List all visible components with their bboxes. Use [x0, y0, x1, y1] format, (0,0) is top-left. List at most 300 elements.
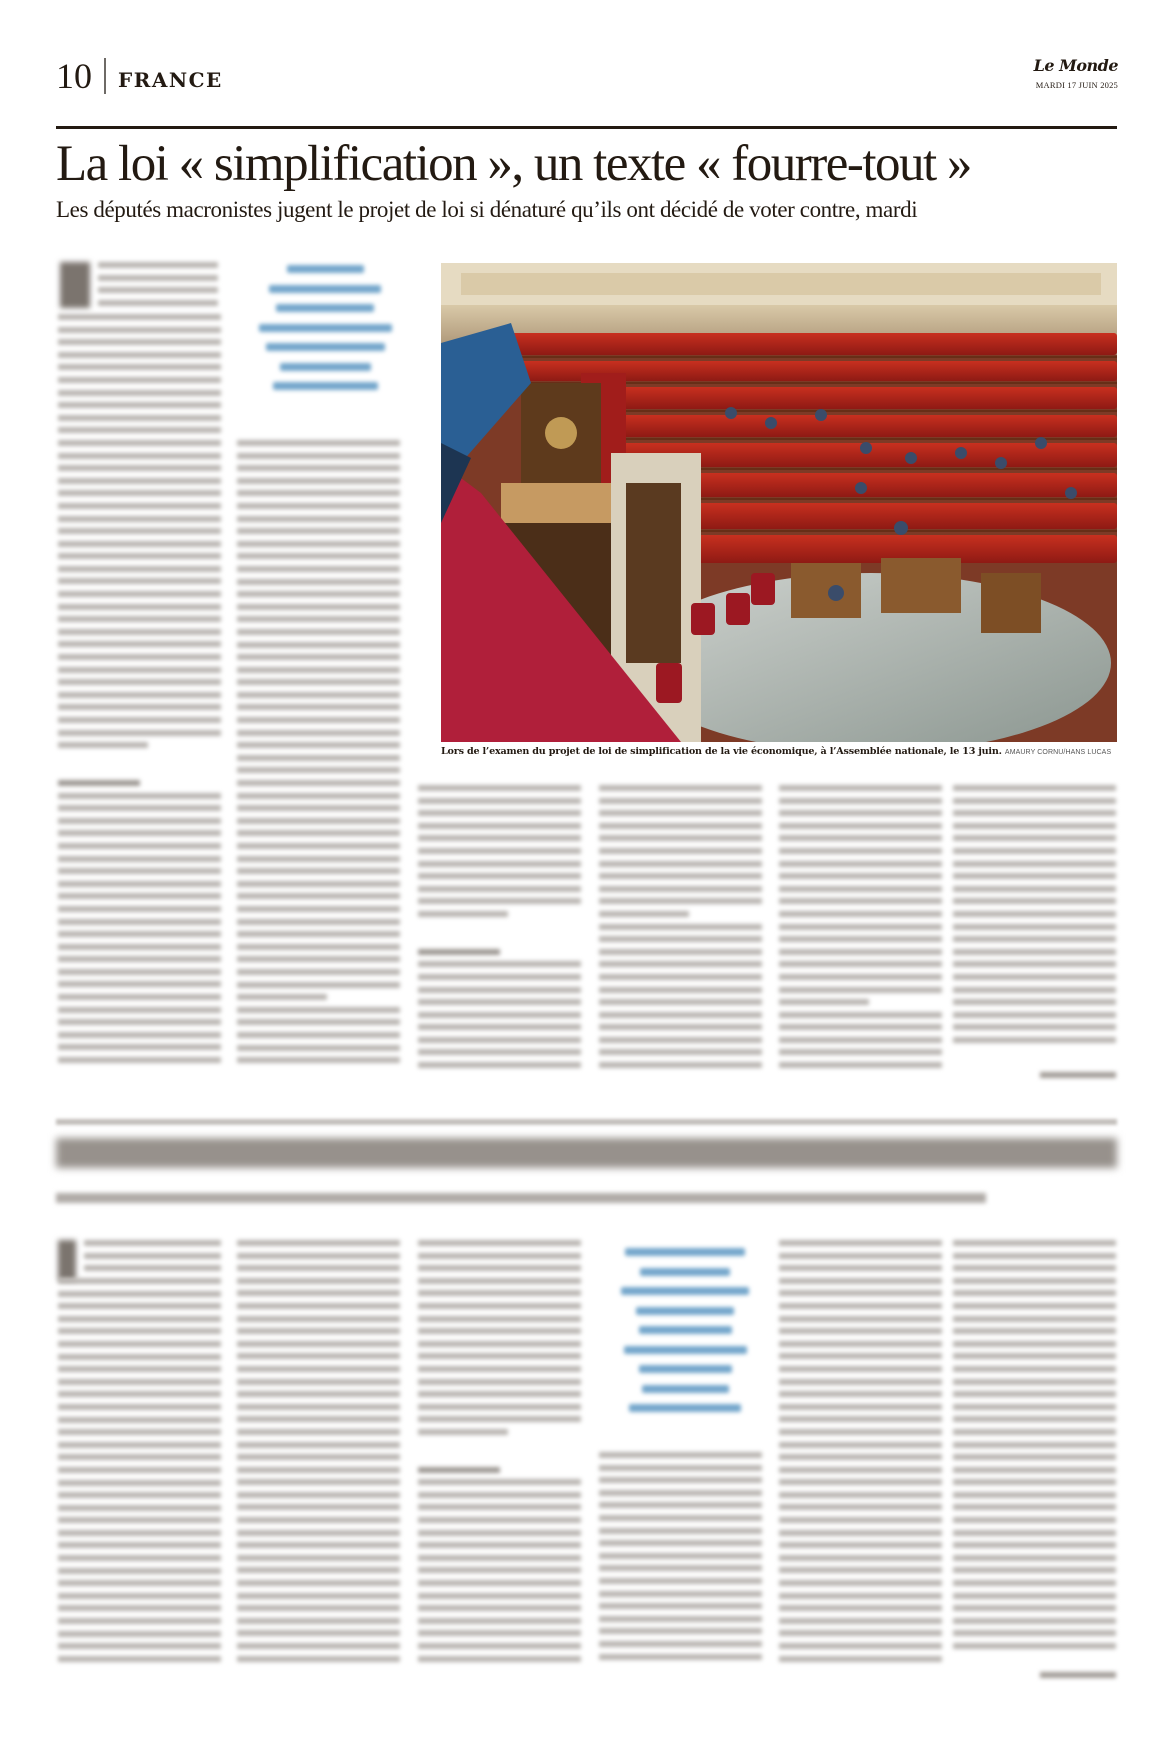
issue-date: MARDI 17 JUIN 2025	[1035, 80, 1118, 90]
blurred-line	[953, 999, 1116, 1005]
blurred-line	[953, 1379, 1116, 1385]
blurred-line	[58, 1492, 221, 1498]
blurred-line	[953, 1303, 1116, 1309]
blurred-line	[58, 956, 221, 962]
blurred-line	[237, 944, 400, 950]
blurred-line	[237, 1253, 400, 1259]
blurred-line	[418, 1265, 581, 1271]
blurred-line	[779, 974, 942, 980]
blurred-line	[779, 1643, 942, 1649]
blurred-line	[58, 881, 221, 887]
blurred-line	[599, 1603, 762, 1609]
blurred-line	[418, 1341, 581, 1347]
blurred-line	[58, 654, 221, 660]
blurred-line	[599, 1578, 762, 1584]
blurred-line	[418, 987, 581, 993]
blurred-line	[237, 1492, 400, 1498]
blurred-line	[418, 949, 500, 955]
blurred-line	[418, 835, 581, 841]
blurred-text-column	[418, 785, 581, 1075]
blurred-line	[599, 886, 762, 892]
blurred-line	[599, 1049, 762, 1055]
blurred-line	[779, 861, 942, 867]
blurred-line	[418, 1542, 581, 1548]
blurred-line	[953, 1517, 1116, 1523]
blurred-line	[237, 704, 400, 710]
blurred-line	[58, 1007, 221, 1013]
blurred-line	[418, 1278, 581, 1284]
blurred-line	[58, 327, 221, 333]
blurred-line	[779, 1429, 942, 1435]
blurred-line	[237, 1580, 400, 1586]
blurred-line	[599, 1502, 762, 1508]
blurred-line	[237, 717, 400, 723]
blurred-line	[237, 1379, 400, 1385]
blurred-line	[953, 1479, 1116, 1485]
blurred-line	[418, 1593, 581, 1599]
blurred-line	[779, 1379, 942, 1385]
blurred-line	[953, 1328, 1116, 1334]
blurred-line	[58, 793, 221, 799]
pull-quote-line	[629, 1404, 742, 1412]
blurred-line	[237, 528, 400, 534]
blurred-line	[599, 810, 762, 816]
blurred-line	[237, 1290, 400, 1296]
blurred-line	[953, 1555, 1116, 1561]
blurred-line	[779, 1303, 942, 1309]
section-rule	[56, 1119, 1117, 1125]
blurred-line	[58, 1454, 221, 1460]
blurred-line	[58, 931, 221, 937]
blurred-line	[599, 999, 762, 1005]
blurred-line	[779, 1341, 942, 1347]
blurred-line	[599, 936, 762, 942]
blurred-line	[953, 1593, 1116, 1599]
blurred-line	[953, 974, 1116, 980]
blurred-line	[418, 1416, 581, 1422]
blurred-line	[58, 893, 221, 899]
blurred-line	[237, 919, 400, 925]
blurred-line	[418, 1240, 581, 1246]
blurred-line	[237, 667, 400, 673]
blurred-line	[953, 1643, 1116, 1649]
blurred-line	[599, 924, 762, 930]
blurred-line	[58, 1417, 221, 1423]
blurred-line	[779, 1555, 942, 1561]
blurred-line	[599, 1641, 762, 1647]
blurred-line	[953, 1265, 1116, 1271]
blurred-line	[58, 1631, 221, 1637]
blurred-line	[779, 1240, 942, 1246]
blurred-line	[418, 974, 581, 980]
blurred-line	[237, 465, 400, 471]
blurred-line	[58, 1442, 221, 1448]
blurred-line	[58, 805, 221, 811]
blurred-line	[58, 377, 221, 383]
blurred-line	[84, 1253, 221, 1259]
blurred-text-column	[58, 314, 221, 1070]
blurred-line	[953, 1504, 1116, 1510]
blurred-line	[58, 453, 221, 459]
blurred-line	[58, 780, 140, 786]
blurred-line	[237, 1479, 400, 1485]
blurred-line	[58, 1542, 221, 1548]
blurred-line	[779, 949, 942, 955]
blurred-line	[418, 823, 581, 829]
blurred-line	[779, 1416, 942, 1422]
blurred-line	[237, 1303, 400, 1309]
blurred-line	[237, 1045, 400, 1051]
blurred-line	[779, 1530, 942, 1536]
blurred-text-column	[418, 1240, 581, 1668]
blurred-line	[599, 823, 762, 829]
blurred-line	[953, 1492, 1116, 1498]
photo-caption	[441, 746, 1117, 757]
blurred-line	[58, 1379, 221, 1385]
article-standfirst: Les députés macronistes jugent le projet de loi si dénaturé qu’ils ont décidé de voter contre, mardi	[56, 197, 918, 222]
blurred-line	[58, 818, 221, 824]
blurred-line	[953, 1429, 1116, 1435]
blurred-line	[953, 861, 1116, 867]
blurred-line	[237, 1353, 400, 1359]
blurred-line	[58, 1593, 221, 1599]
blurred-line	[58, 1568, 221, 1574]
byline-signature-blurred	[1040, 1672, 1116, 1678]
blurred-line	[58, 503, 221, 509]
blurred-line	[418, 1530, 581, 1536]
blurred-line	[58, 390, 221, 396]
blurred-line	[237, 1618, 400, 1624]
pull-quote-line	[280, 363, 371, 371]
blurred-line	[953, 810, 1116, 816]
pull-quote-line	[273, 382, 378, 390]
blurred-line	[58, 1656, 221, 1662]
blurred-line	[599, 898, 762, 904]
blurred-line	[779, 835, 942, 841]
blurred-line	[418, 1062, 581, 1068]
blurred-line	[953, 1253, 1116, 1259]
blurred-line	[58, 755, 221, 761]
blurred-line	[953, 823, 1116, 829]
blurred-line	[418, 1328, 581, 1334]
pull-quote-line	[640, 1268, 730, 1276]
page-number: 10	[56, 56, 92, 96]
blurred-line	[599, 911, 689, 917]
photo-credit: AMAURY CORNU/HANS LUCAS	[1004, 749, 1112, 756]
blurred-line	[237, 793, 400, 799]
blurred-line	[58, 1555, 221, 1561]
blurred-line	[779, 798, 942, 804]
blurred-line	[237, 1391, 400, 1397]
blurred-line	[779, 911, 942, 917]
blurred-line	[953, 1567, 1116, 1573]
blurred-line	[237, 692, 400, 698]
blurred-line	[953, 936, 1116, 942]
blurred-line	[418, 1429, 508, 1435]
blurred-line	[953, 987, 1116, 993]
article2-headline-blurred	[56, 1130, 1117, 1176]
blurred-line	[599, 1062, 762, 1068]
article-headline: La loi « simplification », un texte « fourre-tout »	[56, 136, 971, 192]
blurred-line	[237, 1240, 400, 1246]
blurred-line	[779, 1316, 942, 1322]
blurred-line	[779, 848, 942, 854]
blurred-line	[599, 961, 762, 967]
blurred-line	[953, 961, 1116, 967]
blurred-line	[779, 823, 942, 829]
pull-quote-blurred	[255, 265, 395, 402]
blurred-line	[599, 873, 762, 879]
blurred-line	[599, 798, 762, 804]
blurred-line	[58, 1480, 221, 1486]
blurred-line	[953, 1416, 1116, 1422]
drop-cap-blurred	[58, 1240, 76, 1280]
blurred-line	[58, 1618, 221, 1624]
byline-signature-blurred	[1040, 1072, 1116, 1078]
blurred-line	[418, 1316, 581, 1322]
section-label: FRANCE	[118, 68, 223, 92]
article-photo	[441, 263, 1117, 742]
blurred-line	[418, 1567, 581, 1573]
blurred-line	[418, 1391, 581, 1397]
blurred-line	[237, 1404, 400, 1410]
blurred-text-column	[779, 785, 942, 1075]
blurred-line	[58, 402, 221, 408]
blurred-line	[98, 262, 218, 268]
blurred-line	[953, 1012, 1116, 1018]
blurred-line	[953, 1353, 1116, 1359]
blurred-line	[779, 1454, 942, 1460]
blurred-line	[237, 856, 400, 862]
blurred-line	[599, 949, 762, 955]
blurred-line	[418, 798, 581, 804]
blurred-line	[779, 1024, 942, 1030]
blurred-line	[58, 717, 221, 723]
blurred-line	[779, 961, 942, 967]
blurred-line	[779, 1517, 942, 1523]
blurred-line	[953, 1605, 1116, 1611]
blurred-line	[58, 440, 221, 446]
blurred-text-column	[237, 440, 400, 1070]
blurred-line	[237, 1504, 400, 1510]
blurred-line	[58, 1354, 221, 1360]
blurred-line	[418, 861, 581, 867]
blurred-line	[599, 1477, 762, 1483]
blurred-line	[237, 730, 400, 736]
blurred-line	[237, 1530, 400, 1536]
blurred-line	[58, 578, 221, 584]
blurred-line	[58, 490, 221, 496]
blurred-line	[953, 911, 1116, 917]
blurred-line	[237, 1542, 400, 1548]
blurred-text-column	[98, 262, 218, 312]
blurred-line	[418, 1504, 581, 1510]
blurred-line	[58, 541, 221, 547]
blurred-line	[599, 861, 762, 867]
blurred-line	[779, 1049, 942, 1055]
blurred-line	[58, 339, 221, 345]
blurred-line	[58, 1391, 221, 1397]
blurred-line	[953, 924, 1116, 930]
masthead-logo: Le Monde	[1033, 56, 1118, 75]
blurred-line	[58, 767, 221, 773]
blurred-line	[953, 1391, 1116, 1397]
blurred-line	[953, 848, 1116, 854]
blurred-line	[237, 893, 400, 899]
blurred-line	[599, 1024, 762, 1030]
blurred-line	[237, 1630, 400, 1636]
blurred-line	[779, 886, 942, 892]
blurred-line	[58, 679, 221, 685]
blurred-line	[599, 974, 762, 980]
blurred-line	[58, 364, 221, 370]
blurred-line	[237, 516, 400, 522]
blurred-line	[779, 1253, 942, 1259]
blurred-line	[237, 629, 400, 635]
blurred-line	[58, 981, 221, 987]
blurred-line	[58, 1341, 221, 1347]
blurred-line	[58, 868, 221, 874]
blurred-line	[953, 1024, 1116, 1030]
blurred-line	[418, 1555, 581, 1561]
blurred-line	[58, 906, 221, 912]
blurred-line	[599, 1616, 762, 1622]
blurred-line	[237, 931, 400, 937]
blurred-line	[58, 1530, 221, 1536]
pull-quote-line	[269, 285, 381, 293]
blurred-line	[58, 667, 221, 673]
blurred-line	[418, 911, 508, 917]
blurred-line	[237, 868, 400, 874]
blurred-line	[418, 1643, 581, 1649]
blurred-line	[237, 566, 400, 572]
blurred-line	[58, 1019, 221, 1025]
blurred-line	[418, 886, 581, 892]
blurred-line	[418, 1467, 500, 1473]
blurred-line	[58, 944, 221, 950]
blurred-line	[237, 1593, 400, 1599]
blurred-line	[599, 1528, 762, 1534]
blurred-line	[237, 1265, 400, 1271]
blurred-line	[58, 1328, 221, 1334]
blurred-line	[599, 1565, 762, 1571]
blurred-line	[599, 1465, 762, 1471]
blurred-line	[953, 785, 1116, 791]
blurred-line	[237, 780, 400, 786]
blurred-line	[418, 1442, 581, 1448]
blurred-line	[418, 1618, 581, 1624]
blurred-line	[953, 1290, 1116, 1296]
blurred-line	[953, 1278, 1116, 1284]
blurred-line	[58, 415, 221, 421]
blurred-text-column	[599, 1452, 762, 1666]
blurred-line	[58, 856, 221, 862]
pull-quote-line	[642, 1385, 729, 1393]
blurred-line	[418, 1517, 581, 1523]
blurred-line	[953, 1530, 1116, 1536]
blurred-line	[418, 1656, 581, 1662]
blurred-line	[58, 1643, 221, 1649]
blurred-line	[58, 919, 221, 925]
blurred-line	[237, 742, 400, 748]
blurred-line	[779, 1328, 942, 1334]
blurred-line	[237, 881, 400, 887]
blurred-line	[58, 465, 221, 471]
blurred-line	[58, 616, 221, 622]
pull-quote-line	[625, 1248, 745, 1256]
blurred-line	[953, 1542, 1116, 1548]
blurred-line	[599, 1037, 762, 1043]
blurred-line	[237, 1567, 400, 1573]
blurred-text-column	[953, 785, 1116, 1049]
blurred-line	[237, 478, 400, 484]
blurred-line	[953, 1630, 1116, 1636]
blurred-line	[58, 1044, 221, 1050]
blurred-line	[418, 1290, 581, 1296]
blurred-line	[58, 1580, 221, 1586]
blurred-line	[953, 798, 1116, 804]
blurred-line	[98, 275, 218, 281]
blurred-line	[418, 999, 581, 1005]
blurred-line	[779, 1366, 942, 1372]
blurred-line	[418, 961, 581, 967]
blurred-line	[953, 1240, 1116, 1246]
blurred-line	[58, 1505, 221, 1511]
pull-quote-line	[636, 1307, 734, 1315]
pull-quote-line	[266, 343, 385, 351]
blurred-line	[418, 1012, 581, 1018]
blurred-line	[237, 830, 400, 836]
blurred-line	[237, 440, 400, 446]
blurred-text-column	[84, 1240, 221, 1278]
blurred-line	[58, 843, 221, 849]
blurred-line	[779, 1656, 942, 1662]
blurred-line	[58, 1057, 221, 1063]
blurred-line	[84, 1265, 221, 1271]
blurred-line	[418, 1630, 581, 1636]
pull-quote-blurred	[610, 1248, 760, 1424]
blurred-line	[237, 616, 400, 622]
blurred-line	[599, 1628, 762, 1634]
blurred-line	[58, 352, 221, 358]
blurred-line	[58, 1278, 221, 1284]
blurred-line	[599, 1654, 762, 1660]
blurred-line	[58, 1316, 221, 1322]
blurred-text-column	[237, 1240, 400, 1668]
blurred-line	[58, 591, 221, 597]
blurred-line	[237, 843, 400, 849]
blurred-line	[237, 604, 400, 610]
blurred-line	[58, 1303, 221, 1309]
blurred-line	[84, 1240, 221, 1246]
blurred-line	[58, 742, 148, 748]
blurred-line	[237, 956, 400, 962]
blurred-line	[58, 1291, 221, 1297]
blurred-line	[58, 730, 221, 736]
blurred-line	[779, 1353, 942, 1359]
blurred-line	[58, 553, 221, 559]
blurred-line	[779, 1567, 942, 1573]
blurred-line	[58, 604, 221, 610]
blurred-line	[237, 1278, 400, 1284]
blurred-line	[779, 785, 942, 791]
blurred-text-column	[599, 785, 762, 1075]
blurred-line	[237, 969, 400, 975]
blurred-line	[418, 1303, 581, 1309]
blurred-line	[237, 1366, 400, 1372]
blurred-line	[779, 1278, 942, 1284]
blurred-line	[58, 478, 221, 484]
